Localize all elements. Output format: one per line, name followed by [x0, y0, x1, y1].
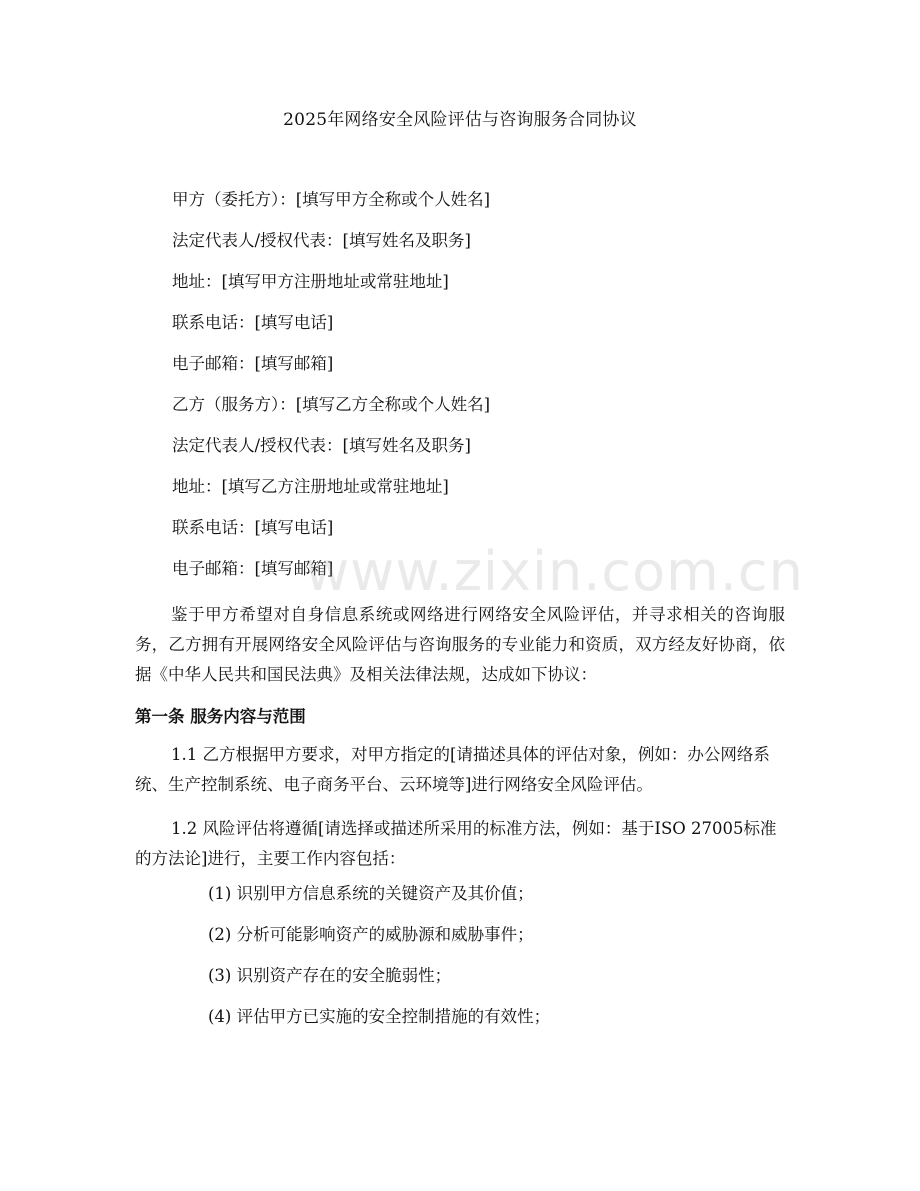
- party-a-email: 电子邮箱：[填写邮箱]: [172, 354, 334, 373]
- party-b-address: 地址：[填写乙方注册地址或常驻地址]: [172, 477, 449, 496]
- party-info: [172, 186, 812, 596]
- party-b-phone: 联系电话：[填写电话]: [172, 518, 334, 537]
- party-a-address: 地址：[填写甲方注册地址或常驻地址]: [172, 272, 449, 291]
- document-title: 2025年网络安全风险评估与咨询服务合同协议: [283, 110, 637, 130]
- party-b-email: 电子邮箱：[填写邮箱]: [172, 559, 334, 578]
- list-item: (4) 评估甲方已实施的安全控制措施的有效性；: [208, 1007, 551, 1026]
- work-item-list: [208, 880, 768, 1044]
- list-item: (2) 分析可能影响资产的威胁源和威胁事件；: [208, 925, 534, 944]
- clause-1-2: 1.2 风险评估将遵循[请选择或描述所采用的标准方法，例如：基于ISO 27005标准的方法论]进行，主要工作内容包括：: [135, 819, 777, 868]
- party-b-representative: 法定代表人/授权代表：[填写姓名及职务]: [172, 436, 471, 455]
- party-a-representative: 法定代表人/授权代表：[填写姓名及职务]: [172, 231, 471, 250]
- party-a-phone: 联系电话：[填写电话]: [172, 313, 334, 332]
- clause-1-1: 1.1 乙方根据甲方要求，对甲方指定的[请描述具体的评估对象，例如：办公网络系统、生产控制系统、电子商务平台、云环境等]进行网络安全风险评估。: [135, 745, 770, 794]
- watermark: www.zixin.com.cn: [305, 540, 804, 603]
- party-a-name: 甲方（委托方）：[填写甲方全称或个人姓名]: [172, 190, 491, 209]
- section-heading: 第一条 服务内容与范围: [135, 707, 306, 726]
- preamble-paragraph: 鉴于甲方希望对自身信息系统或网络进行网络安全风险评估，并寻求相关的咨询服务，乙方拥有开展网络安全风险评估与咨询服务的专业能力和资质，双方经友好协商，依据《中华人民共和国民法典》及相关法律法规，达成如下协议：: [135, 605, 785, 684]
- list-item: (1) 识别甲方信息系统的关键资产及其价值；: [208, 884, 534, 903]
- party-b-name: 乙方（服务方）：[填写乙方全称或个人姓名]: [172, 395, 491, 414]
- list-item: (3) 识别资产存在的安全脆弱性；: [208, 966, 452, 985]
